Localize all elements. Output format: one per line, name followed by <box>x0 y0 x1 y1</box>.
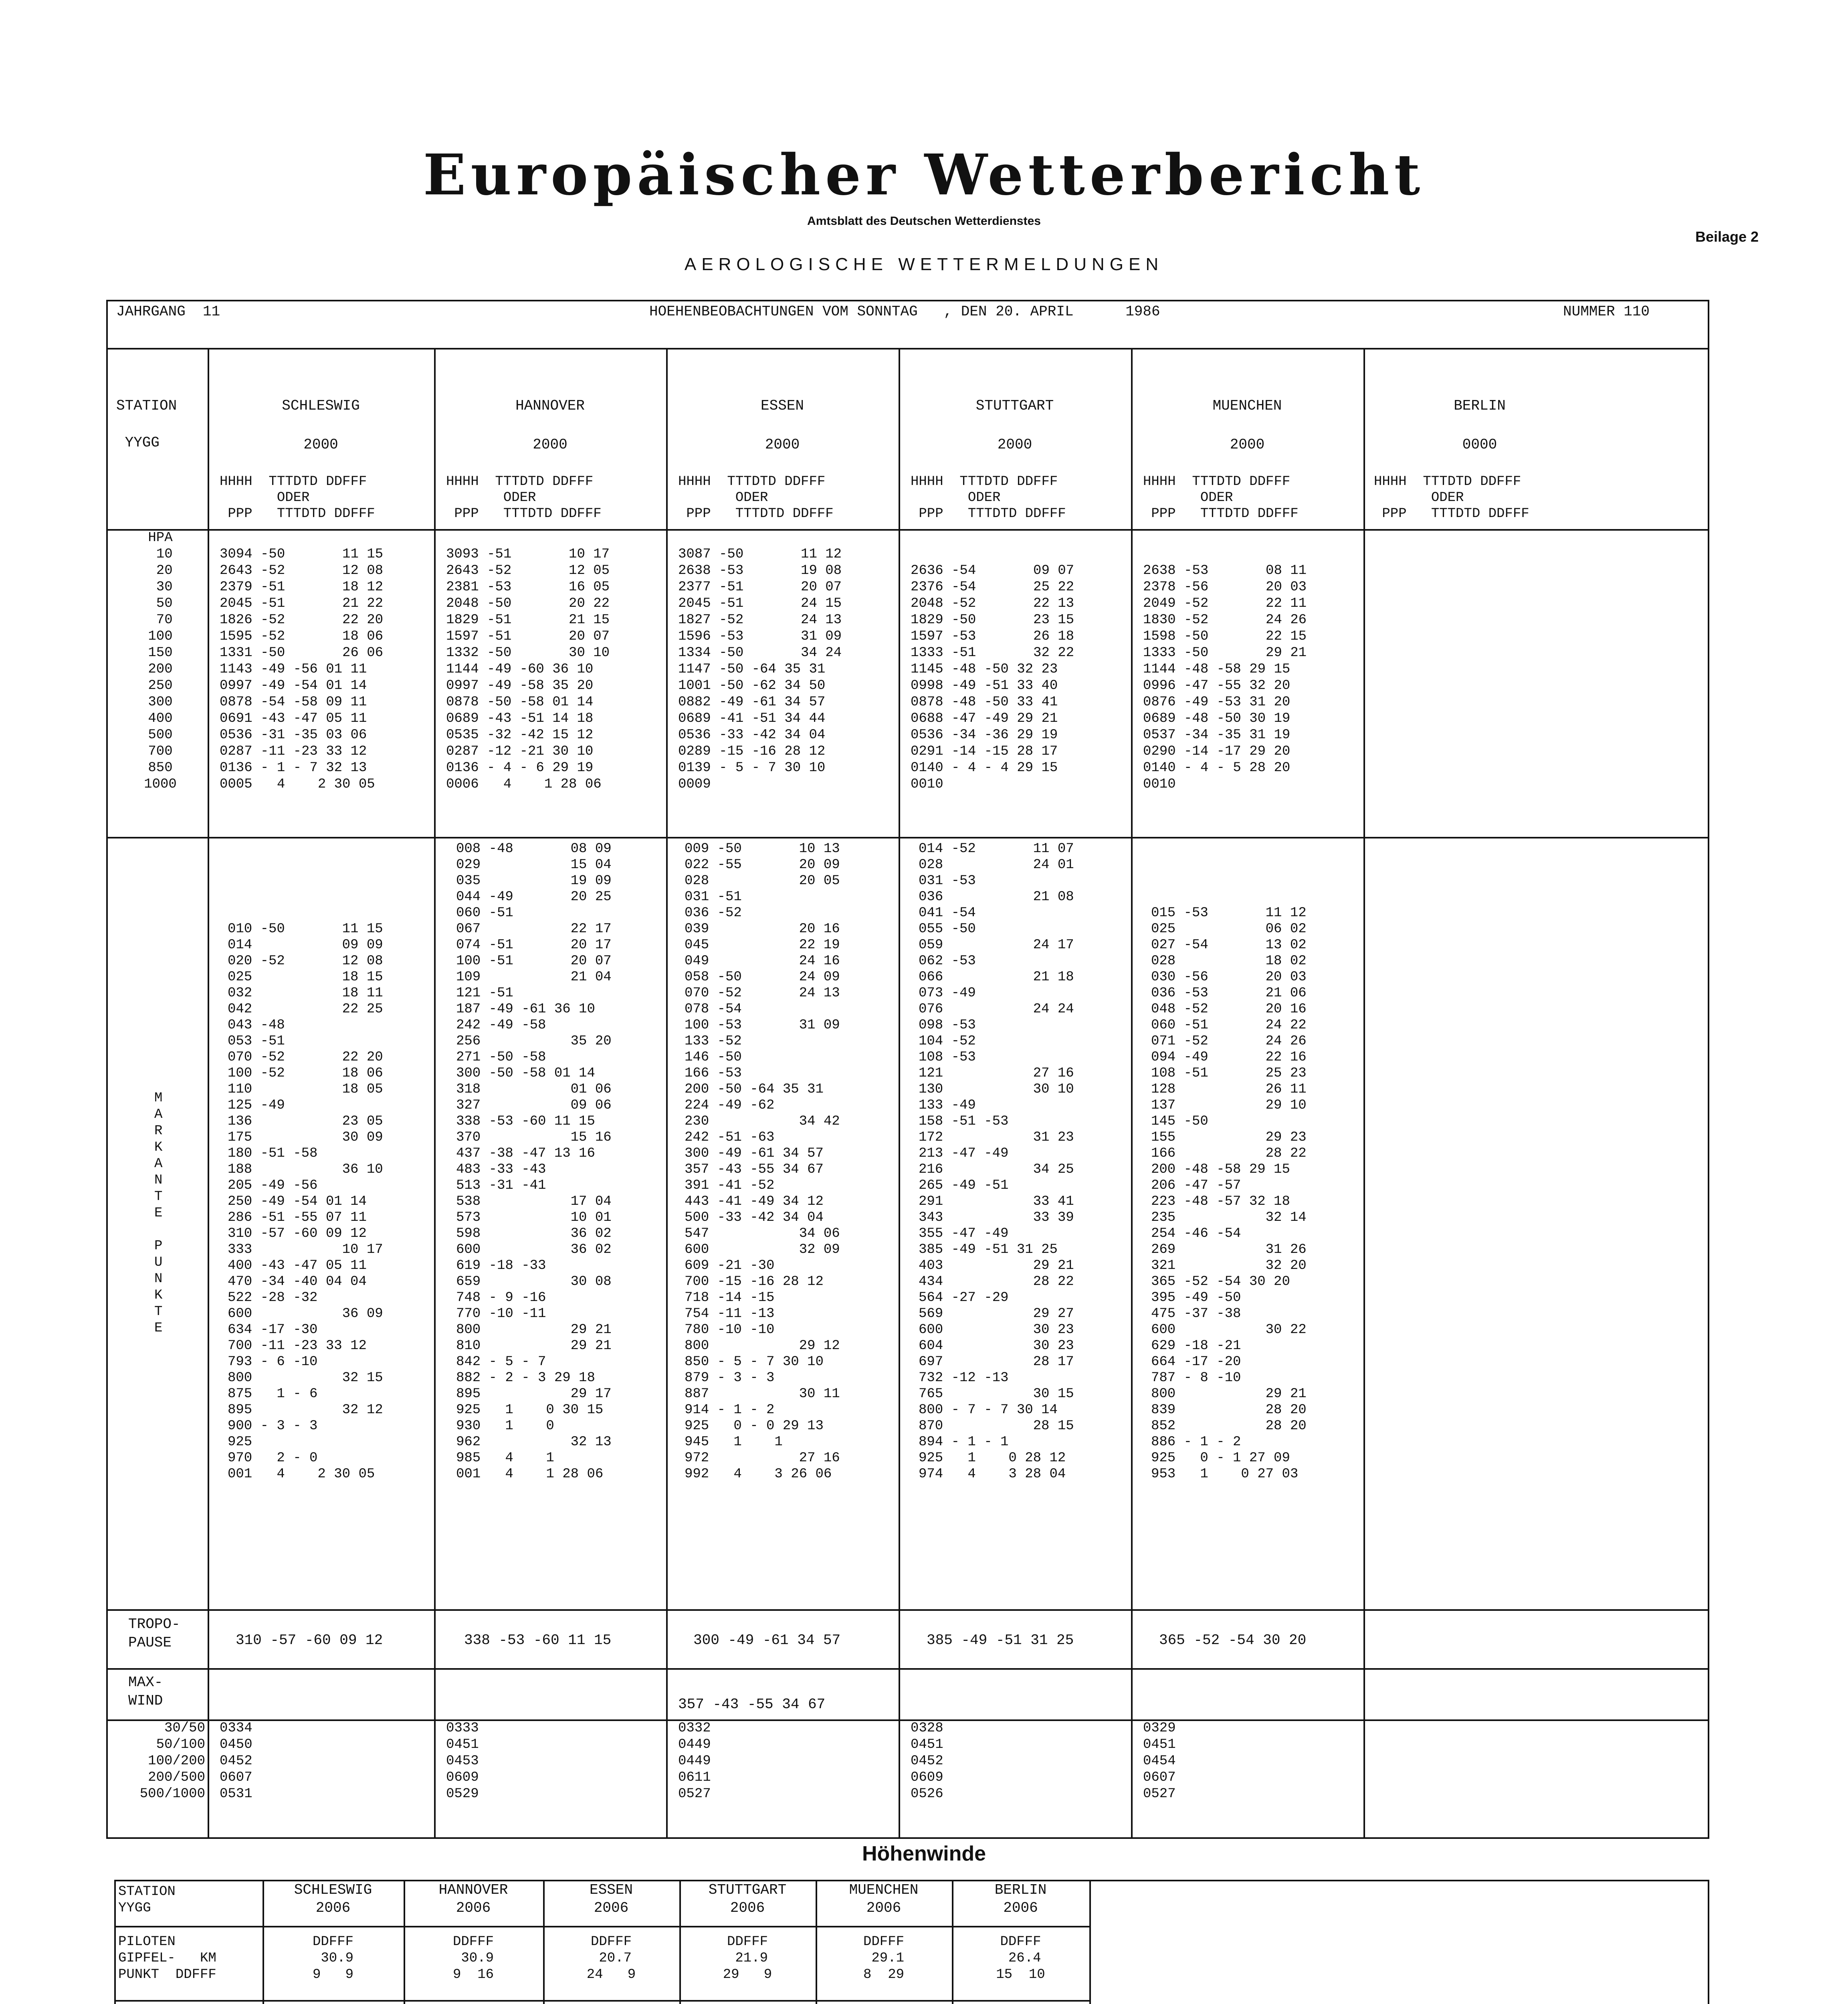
col-sep <box>1089 1880 1091 2004</box>
jahrgang-label: JAHRGANG 11 <box>116 303 220 320</box>
wind-station-name: STUTTGART <box>708 1882 787 1898</box>
layer-thickness: 0333 0451 0453 0609 0529 <box>446 1721 479 1802</box>
piloten-value: DDFFF 30.9 9 16 <box>452 1934 494 1982</box>
station-name: ESSEN <box>760 398 804 414</box>
divider <box>106 348 1709 349</box>
tropopause-value: 310 -57 -60 09 12 <box>236 1632 383 1648</box>
hpa-label: HPA 10 20 30 50 70 100 150 200 250 300 400 500 700 850 1000 <box>144 530 177 792</box>
std-level-data: 3094 -50 11 15 2643 -52 12 08 2379 -51 18 12 2045 -51 21 22 1826 -52 22 20 1595 -52 18 06 1331 -50 26 06 1143 -49 -56 01 11 0997 -49 -54 01 14 0878 -54 -58 09 11 0691 -43 -47 05 11 0536 -31 -35 03 06 0287 -11 -23 33 12 0136 - 1 - 7 32 13 0005 4 2 30 05 <box>220 547 384 792</box>
nummer-label: NUMMER 110 <box>1563 303 1650 320</box>
column-head: HHHH TTTDTD DDFFF ODER PPP TTTDTD DDFFF <box>678 474 834 521</box>
col-sep <box>666 348 668 1839</box>
layer-thickness: 0329 0451 0454 0607 0527 <box>1143 1721 1176 1802</box>
station-yygg: 2000 <box>765 436 800 453</box>
piloten-value: DDFFF 30.9 9 9 <box>312 1934 354 1982</box>
wind-station-yygg: 2006 <box>730 1900 765 1916</box>
std-level-data: 3093 -51 10 17 2643 -52 12 05 2381 -53 16 05 2048 -50 20 22 1829 -51 21 15 1597 -51 20 07 1332 -50 30 10 1144 -49 -60 36 10 0997 -49 -58 35 20 0878 -50 -58 01 14 0689 -43 -51 14 18 0535 -32 -42 15 12 0287 -12 -21 30 10 0136 - 4 - 6 29 19 0006 4 1 28 06 <box>446 547 610 792</box>
column-head: HHHH TTTDTD DDFFF ODER PPP TTTDTD DDFFF <box>446 474 602 521</box>
wind-station-yygg: 2006 <box>315 1900 351 1916</box>
beobachtung-label: HOEHENBEOBACHTUNGEN VOM SONNTAG , DEN 20. APRIL 1986 <box>649 303 1160 320</box>
tropopause-value: 300 -49 -61 34 57 <box>693 1632 841 1648</box>
section-title: AEROLOGISCHE WETTERMELDUNGEN <box>684 255 1164 274</box>
std-level-data: 2638 -53 08 11 2378 -56 20 03 2049 -52 22 11 1830 -52 24 26 1598 -50 22 15 1333 -50 29 21 1144 -48 -58 29 15 0996 -47 -55 32 20 0876 -49 -53 31 20 0689 -48 -50 30 19 0537 -34 -35 31 19 0290 -14 -17 29 20 0140 - 4 - 5 28 20 0010 <box>1143 563 1307 792</box>
beilage-label: Beilage 2 <box>1695 228 1759 245</box>
std-level-data: 3087 -50 11 12 2638 -53 19 08 2377 -51 20 07 2045 -51 24 15 1827 -52 24 13 1596 -53 31 09 1334 -50 34 24 1147 -50 -64 35 31 1001 -50 -62 34 50 0882 -49 -61 34 57 0689 -41 -51 34 44 0536 -33 -42 34 04 0289 -15 -16 28 12 0139 - 5 - 7 30 10 0009 <box>678 547 842 792</box>
divider <box>106 1719 1709 1721</box>
station-yygg: 0000 <box>1462 436 1497 453</box>
col-sep <box>899 348 900 1839</box>
tropopause-value: 365 -52 -54 30 20 <box>1159 1632 1307 1648</box>
layer-thickness: 0328 0451 0452 0609 0526 <box>911 1721 943 1802</box>
column-head: HHHH TTTDTD DDFFF ODER PPP TTTDTD DDFFF <box>1374 474 1529 521</box>
wind-station-yygg: 2006 <box>594 1900 629 1916</box>
wind-station-yygg: 2006 <box>1003 1900 1038 1916</box>
wind-station-yygg: 2006 <box>456 1900 491 1916</box>
station-label: STATION YYGG <box>116 398 177 451</box>
page-title: Europäischer Wetterbericht <box>423 142 1425 208</box>
wind-station-yygg: 2006 <box>866 1900 901 1916</box>
divider <box>106 1668 1709 1670</box>
wind-station-name: MUENCHEN <box>849 1882 919 1898</box>
col-sep <box>1363 348 1365 1839</box>
piloten-value: DDFFF 20.7 24 9 <box>586 1934 636 1982</box>
station-name: STUTTGART <box>976 398 1054 414</box>
station-name: SCHLESWIG <box>282 398 360 414</box>
piloten-value: DDFFF 29.1 8 29 <box>863 1934 905 1982</box>
layer-thickness: 0332 0449 0449 0611 0527 <box>678 1721 711 1802</box>
significant-points: 009 -50 10 13 022 -55 20 09 028 20 05 031 -51 036 -52 039 20 16 045 22 19 049 24 16 058 -50 24 09 070 -52 24 13 078 -54 100 -53 31 09 133 -52 146 -50 166 -53 200 -50 -64 35 31 224 -49 -62 230 34 42 242 -51 -63 300 -49 -61 34 57 357 -43 -55 34 67 391 -41 -52 443 -41 -49 34 12 500 -33 -42 34 04 547 34 06 600 32 09 609 -21 -30 700 -15 -16 28 12 718 -14 -15 754 -11 -13 780 -10 -10 800 29 12 850 - 5 - 7 30 10 879 - 3 - 3 887 30 11 914 - 1 - 2 925 0 - 0 29 13 945 1 1 972 27 16 992 4 3 26 06 <box>685 841 840 1482</box>
markante-label: M A R K A N T E P U N K T E <box>154 1091 163 1336</box>
divider <box>106 1609 1709 1611</box>
winds-station-label: STATION YYGG <box>118 1884 176 1916</box>
std-level-data: 2636 -54 09 07 2376 -54 25 22 2048 -52 22 13 1829 -50 23 15 1597 -53 26 18 1333 -51 32 22 1145 -48 -50 32 23 0998 -49 -51 33 40 0878 -48 -50 33 41 0688 -47 -49 29 21 0536 -34 -36 29 19 0291 -14 -15 28 17 0140 - 4 - 4 29 15 0010 <box>911 563 1074 792</box>
column-head: HHHH TTTDTD DDFFF ODER PPP TTTDTD DDFFF <box>220 474 375 521</box>
column-head: HHHH TTTDTD DDFFF ODER PPP TTTDTD DDFFF <box>1143 474 1299 521</box>
station-yygg: 2000 <box>303 436 338 453</box>
significant-points: 008 -48 08 09 029 15 04 035 19 09 044 -49 20 25 060 -51 067 22 17 074 -51 20 17 100 -51 20 07 109 21 04 121 -51 187 -49 -61 36 10 242 -49 -58 256 35 20 271 -50 -58 300 -50 -58 01 14 318 01 06 327 09 06 338 -53 -60 11 15 370 15 16 437 -38 -47 13 16 483 -33 -43 513 -31 -41 538 17 04 573 10 01 598 36 02 600 36 02 619 -18 -33 659 30 08 748 - 9 -16 770 -10 -11 800 29 21 810 29 21 842 - 5 - 7 882 - 2 - 3 29 18 895 29 17 925 1 0 30 15 930 1 0 962 32 13 985 4 1 001 4 1 28 06 <box>456 841 612 1482</box>
col-sep <box>208 348 209 1839</box>
divider <box>106 529 1709 531</box>
station-name: HANNOVER <box>515 398 585 414</box>
significant-points: 010 -50 11 15 014 09 09 020 -52 12 08 025 18 15 032 18 11 042 22 25 043 -48 053 -51 070 -52 22 20 100 -52 18 06 110 18 05 125 -49 136 23 05 175 30 09 180 -51 -58 188 36 10 205 -49 -56 250 -49 -54 01 14 286 -51 -55 07 11 310 -57 -60 09 12 333 10 17 400 -43 -47 05 11 470 -34 -40 04 04 522 -28 -32 600 36 09 634 -17 -30 700 -11 -23 33 12 793 - 6 -10 800 32 15 875 1 - 6 895 32 12 900 - 3 - 3 925 970 2 - 0 001 4 2 30 05 <box>228 921 383 1482</box>
piloten-value: DDFFF 26.4 15 10 <box>996 1934 1045 1982</box>
station-yygg: 2000 <box>533 436 568 453</box>
layer-thickness: 0334 0450 0452 0607 0531 <box>220 1721 252 1802</box>
tropopause-label: TROPO- PAUSE <box>128 1616 180 1651</box>
column-head: HHHH TTTDTD DDFFF ODER PPP TTTDTD DDFFF <box>911 474 1066 521</box>
maxwind-label: MAX- WIND <box>128 1674 163 1709</box>
significant-points: 015 -53 11 12 025 06 02 027 -54 13 02 028 18 02 030 -56 20 03 036 -53 21 06 048 -52 20 16 060 -51 24 22 071 -52 24 26 094 -49 22 16 108 -51 25 23 128 26 11 137 29 10 145 -50 155 29 23 166 28 22 200 -48 -58 29 15 206 -47 -57 223 -48 -57 32 18 235 32 14 254 -46 -54 269 31 26 321 32 20 365 -52 -54 30 20 395 -49 -50 475 -37 -38 600 30 22 629 -18 -21 664 -17 -20 787 - 8 -10 800 29 21 839 28 20 852 28 20 886 - 1 - 2 925 0 - 1 27 09 953 1 0 27 03 <box>1151 905 1307 1482</box>
layer-label: 30/50 50/100 100/200 200/500 500/1000 <box>139 1721 205 1802</box>
col-sep <box>1131 348 1133 1839</box>
divider <box>106 837 1709 838</box>
piloten-label: PILOTEN GIPFEL- KM PUNKT DDFFF <box>118 1934 216 1982</box>
col-sep <box>434 348 436 1839</box>
station-name: MUENCHEN <box>1212 398 1282 414</box>
page-subtitle: Amtsblatt des Deutschen Wetterdienstes <box>807 214 1041 228</box>
divider <box>114 1926 1089 1927</box>
divider <box>114 2000 1089 2002</box>
tropopause-value: 338 -53 -60 11 15 <box>464 1632 612 1648</box>
tropopause-value: 385 -49 -51 31 25 <box>927 1632 1074 1648</box>
wind-station-name: SCHLESWIG <box>294 1882 372 1898</box>
wind-station-name: BERLIN <box>994 1882 1047 1898</box>
winds-title: Höhenwinde <box>862 1842 986 1865</box>
station-yygg: 2000 <box>1230 436 1265 453</box>
wind-station-name: HANNOVER <box>438 1882 508 1898</box>
maxwind-value: 357 -43 -55 34 67 <box>678 1696 826 1713</box>
wind-station-name: ESSEN <box>589 1882 633 1898</box>
station-yygg: 2000 <box>997 436 1032 453</box>
piloten-value: DDFFF 21.9 29 9 <box>723 1934 772 1982</box>
significant-points: 014 -52 11 07 028 24 01 031 -53 036 21 08 041 -54 055 -50 059 24 17 062 -53 066 21 18 073 -49 076 24 24 098 -53 104 -52 108 -53 121 27 16 130 30 10 133 -49 158 -51 -53 172 31 23 213 -47 -49 216 34 25 265 -49 -51 291 33 41 343 33 39 355 -47 -49 385 -49 -51 31 25 403 29 21 434 28 22 564 -27 -29 569 29 27 600 30 23 604 30 23 697 28 17 732 -12 -13 765 30 15 800 - 7 - 7 30 14 870 28 15 894 - 1 - 1 925 1 0 28 12 974 4 3 28 04 <box>919 841 1074 1482</box>
station-name: BERLIN <box>1454 398 1506 414</box>
